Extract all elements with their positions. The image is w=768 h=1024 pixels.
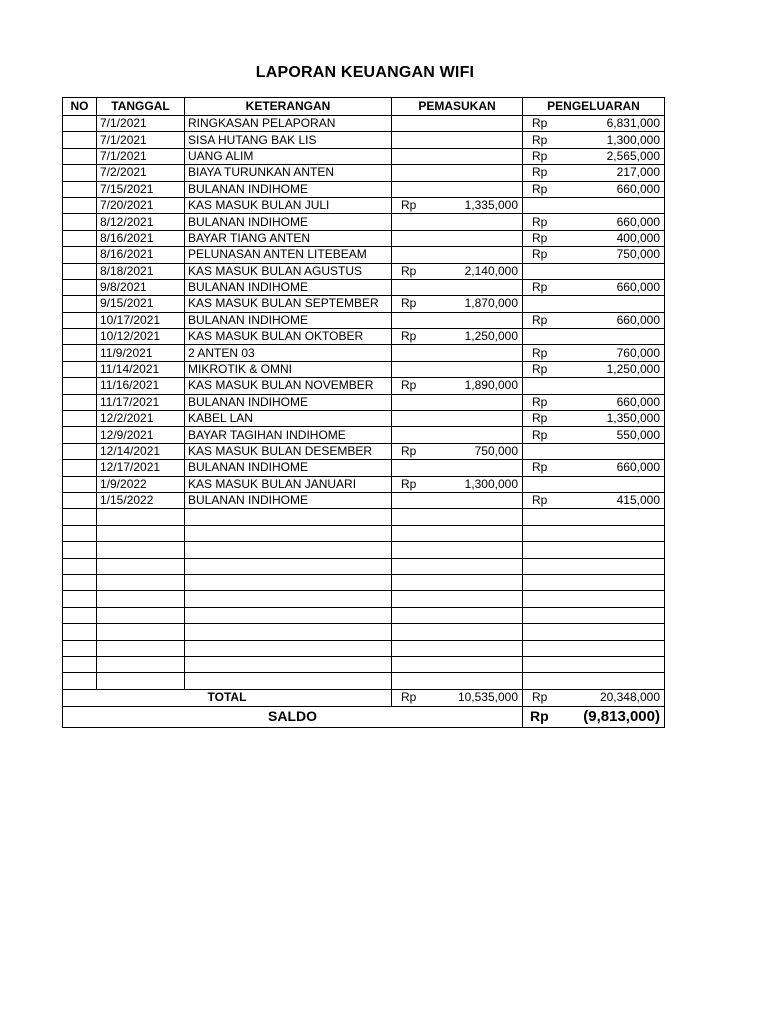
empty-cell [523, 591, 665, 607]
row-income [392, 394, 523, 410]
empty-cell [523, 542, 665, 558]
row-no [63, 312, 97, 328]
row-no [63, 181, 97, 197]
empty-row [63, 656, 665, 672]
row-expense-value: 6,831,000 [606, 116, 660, 131]
row-date: 12/14/2021 [97, 443, 185, 459]
currency-label: Rp [532, 460, 548, 475]
row-no [63, 148, 97, 164]
empty-cell [523, 673, 665, 689]
row-expense [523, 296, 665, 312]
table-row [63, 132, 665, 148]
row-expense [523, 329, 665, 345]
row-no [63, 361, 97, 377]
empty-cell [392, 558, 523, 574]
empty-cell [185, 525, 392, 541]
table-row [63, 411, 665, 427]
table-row [63, 148, 665, 164]
total-label: TOTAL [63, 689, 392, 706]
empty-cell [185, 607, 392, 623]
row-expense [523, 197, 665, 213]
header-pemasukan: PEMASUKAN [392, 98, 523, 116]
row-income-value: 1,250,000 [464, 329, 518, 344]
row-description: KAS MASUK BULAN JANUARI [185, 476, 392, 492]
row-description: BULANAN INDIHOME [185, 181, 392, 197]
empty-cell [63, 673, 97, 689]
empty-row [63, 640, 665, 656]
row-no [63, 263, 97, 279]
row-income [392, 378, 523, 394]
empty-cell [392, 673, 523, 689]
row-description: RINGKASAN PELAPORAN [185, 116, 392, 132]
row-description: BULANAN INDIHOME [185, 312, 392, 328]
table-row [63, 263, 665, 279]
saldo-amount [523, 706, 665, 727]
row-expense-value: 1,300,000 [606, 132, 660, 147]
row-no [63, 492, 97, 508]
row-description: BULANAN INDIHOME [185, 394, 392, 410]
row-no [63, 165, 97, 181]
empty-row [63, 509, 665, 525]
empty-cell [185, 591, 392, 607]
empty-cell [392, 542, 523, 558]
empty-cell [392, 509, 523, 525]
row-expense [523, 394, 665, 410]
table-row [63, 197, 665, 213]
row-expense-value: 750,000 [616, 247, 660, 262]
row-description: UANG ALIM [185, 148, 392, 164]
empty-cell [97, 607, 185, 623]
empty-cell [523, 624, 665, 640]
row-description: KABEL LAN [185, 411, 392, 427]
row-date: 8/18/2021 [97, 263, 185, 279]
row-no [63, 378, 97, 394]
row-expense [523, 116, 665, 132]
row-income [392, 181, 523, 197]
empty-cell [63, 525, 97, 541]
empty-cell [185, 624, 392, 640]
row-expense [523, 378, 665, 394]
row-date: 7/2/2021 [97, 165, 185, 181]
row-date: 8/16/2021 [97, 247, 185, 263]
empty-cell [185, 574, 392, 590]
row-date: 12/2/2021 [97, 411, 185, 427]
row-date: 11/16/2021 [97, 378, 185, 394]
empty-cell [63, 607, 97, 623]
currency-label: Rp [532, 427, 548, 442]
row-no [63, 394, 97, 410]
currency-label: Rp [401, 690, 417, 705]
empty-cell [63, 640, 97, 656]
empty-cell [63, 509, 97, 525]
row-date: 10/12/2021 [97, 329, 185, 345]
table-row [63, 361, 665, 377]
row-income [392, 263, 523, 279]
row-income-value: 2,140,000 [464, 263, 518, 278]
empty-cell [97, 591, 185, 607]
row-income-value: 1,890,000 [464, 378, 518, 393]
empty-cell [523, 509, 665, 525]
row-expense-value: 1,250,000 [606, 362, 660, 377]
row-description: BIAYA TURUNKAN ANTEN [185, 165, 392, 181]
empty-cell [63, 656, 97, 672]
row-expense [523, 345, 665, 361]
empty-cell [392, 656, 523, 672]
row-description: BULANAN INDIHOME [185, 460, 392, 476]
table-row [63, 312, 665, 328]
row-date: 7/20/2021 [97, 197, 185, 213]
row-expense [523, 361, 665, 377]
empty-cell [185, 542, 392, 558]
page-title: LAPORAN KEUANGAN WIFI [255, 64, 475, 81]
row-expense [523, 411, 665, 427]
table-row [63, 214, 665, 230]
empty-cell [97, 624, 185, 640]
row-income [392, 411, 523, 427]
empty-cell [523, 656, 665, 672]
currency-label: Rp [532, 148, 548, 163]
row-date: 12/17/2021 [97, 460, 185, 476]
currency-label: Rp [532, 362, 548, 377]
empty-cell [97, 542, 185, 558]
row-no [63, 443, 97, 459]
row-income [392, 279, 523, 295]
row-expense [523, 247, 665, 263]
empty-cell [97, 656, 185, 672]
empty-cell [63, 591, 97, 607]
currency-label: Rp [532, 247, 548, 262]
empty-cell [523, 558, 665, 574]
empty-cell [523, 607, 665, 623]
row-description: KAS MASUK BULAN OKTOBER [185, 329, 392, 345]
row-expense [523, 214, 665, 230]
table-row [63, 230, 665, 246]
currency-label: Rp [532, 165, 548, 180]
empty-cell [63, 558, 97, 574]
row-expense-value: 660,000 [616, 394, 660, 409]
currency-label: Rp [532, 312, 548, 327]
empty-cell [97, 640, 185, 656]
row-expense-value: 760,000 [616, 345, 660, 360]
row-no [63, 116, 97, 132]
row-expense-value: 660,000 [616, 181, 660, 196]
currency-label: Rp [401, 444, 417, 458]
table-row [63, 460, 665, 476]
currency-label: Rp [532, 116, 548, 131]
row-date: 8/12/2021 [97, 214, 185, 230]
row-date: 7/15/2021 [97, 181, 185, 197]
row-expense-value: 660,000 [616, 280, 660, 295]
empty-cell [392, 607, 523, 623]
row-expense [523, 279, 665, 295]
row-description: BULANAN INDIHOME [185, 492, 392, 508]
row-expense-value: 660,000 [616, 312, 660, 327]
empty-cell [523, 640, 665, 656]
row-expense-value: 660,000 [616, 460, 660, 475]
row-expense-value: 660,000 [616, 214, 660, 229]
currency-label: Rp [401, 296, 417, 311]
empty-cell [185, 656, 392, 672]
row-description: KAS MASUK BULAN JULI [185, 197, 392, 213]
table-row [63, 181, 665, 197]
currency-label: Rp [532, 690, 548, 705]
saldo-label: SALDO [63, 706, 523, 727]
currency-label: Rp [532, 345, 548, 360]
row-description: KAS MASUK BULAN SEPTEMBER [185, 296, 392, 312]
row-income [392, 361, 523, 377]
currency-label: Rp [401, 198, 417, 213]
empty-row [63, 607, 665, 623]
row-income [392, 460, 523, 476]
table-row [63, 329, 665, 345]
row-no [63, 460, 97, 476]
row-date: 7/1/2021 [97, 116, 185, 132]
row-expense [523, 460, 665, 476]
empty-cell [185, 673, 392, 689]
table-row [63, 296, 665, 312]
empty-cell [392, 624, 523, 640]
row-expense [523, 181, 665, 197]
row-expense-value: 400,000 [616, 230, 660, 245]
row-no [63, 411, 97, 427]
row-expense [523, 312, 665, 328]
empty-row [63, 673, 665, 689]
saldo-row [63, 706, 665, 727]
table-row [63, 427, 665, 443]
row-no [63, 279, 97, 295]
currency-label: Rp [532, 181, 548, 196]
row-income-value: 1,300,000 [464, 476, 518, 491]
row-income [392, 476, 523, 492]
currency-label: Rp [401, 263, 417, 278]
row-income-value: 1,870,000 [464, 296, 518, 311]
empty-cell [392, 525, 523, 541]
header-keterangan: KETERANGAN [185, 98, 392, 116]
empty-cell [523, 525, 665, 541]
row-no [63, 230, 97, 246]
row-description: KAS MASUK BULAN NOVEMBER [185, 378, 392, 394]
row-income [392, 492, 523, 508]
row-description: KAS MASUK BULAN AGUSTUS [185, 263, 392, 279]
row-income [392, 132, 523, 148]
currency-label: Rp [532, 394, 548, 409]
financial-report-table [62, 97, 665, 728]
row-no [63, 427, 97, 443]
row-expense-value: 415,000 [616, 493, 660, 508]
row-income [392, 427, 523, 443]
empty-row [63, 591, 665, 607]
row-income [392, 197, 523, 213]
row-expense [523, 427, 665, 443]
row-no [63, 247, 97, 263]
saldo-value: (9,813,000) [583, 708, 660, 726]
row-income-value: 1,335,000 [464, 198, 518, 213]
empty-cell [392, 591, 523, 607]
row-income [392, 116, 523, 132]
row-expense [523, 132, 665, 148]
row-income-value: 750,000 [474, 444, 518, 458]
empty-row [63, 558, 665, 574]
empty-row [63, 574, 665, 590]
row-expense [523, 443, 665, 459]
row-date: 9/15/2021 [97, 296, 185, 312]
header-tanggal: TANGGAL [97, 98, 185, 116]
table-row [63, 492, 665, 508]
row-no [63, 197, 97, 213]
row-income [392, 247, 523, 263]
table-row [63, 378, 665, 394]
row-income [392, 345, 523, 361]
row-description: BULANAN INDIHOME [185, 279, 392, 295]
row-date: 11/17/2021 [97, 394, 185, 410]
empty-cell [392, 574, 523, 590]
row-no [63, 476, 97, 492]
table-row [63, 247, 665, 263]
table-row [63, 394, 665, 410]
empty-cell [97, 574, 185, 590]
currency-label: Rp [532, 411, 548, 426]
row-income [392, 296, 523, 312]
total-expense-value: 20,348,000 [599, 690, 660, 705]
row-expense-value: 1,350,000 [606, 411, 660, 426]
empty-cell [97, 673, 185, 689]
empty-cell [63, 624, 97, 640]
currency-label: Rp [401, 329, 417, 344]
row-income [392, 230, 523, 246]
row-income [392, 329, 523, 345]
row-income [392, 165, 523, 181]
currency-label: Rp [532, 132, 548, 147]
row-date: 1/15/2022 [97, 492, 185, 508]
row-date: 9/8/2021 [97, 279, 185, 295]
row-expense-value: 2,565,000 [606, 148, 660, 163]
empty-cell [392, 640, 523, 656]
header-pengeluaran: PENGELUARAN [523, 98, 665, 116]
currency-label: Rp [401, 476, 417, 491]
row-no [63, 132, 97, 148]
empty-cell [185, 640, 392, 656]
row-expense [523, 148, 665, 164]
row-expense [523, 492, 665, 508]
total-income [392, 689, 523, 706]
row-date: 10/17/2021 [97, 312, 185, 328]
row-date: 7/1/2021 [97, 148, 185, 164]
currency-label: Rp [532, 280, 548, 295]
row-no [63, 214, 97, 230]
currency-label: Rp [532, 230, 548, 245]
empty-cell [185, 509, 392, 525]
row-description: BAYAR TAGIHAN INDIHOME [185, 427, 392, 443]
row-expense [523, 263, 665, 279]
row-income [392, 148, 523, 164]
total-expense [523, 689, 665, 706]
row-description: PELUNASAN ANTEN LITEBEAM [185, 247, 392, 263]
empty-cell [97, 509, 185, 525]
table-row [63, 345, 665, 361]
empty-row [63, 542, 665, 558]
currency-label: Rp [532, 493, 548, 508]
empty-cell [63, 574, 97, 590]
row-income [392, 312, 523, 328]
empty-cell [185, 558, 392, 574]
currency-label: Rp [530, 708, 549, 725]
row-description: SISA HUTANG BAK LIS [185, 132, 392, 148]
row-no [63, 345, 97, 361]
table-header-row [63, 98, 665, 116]
table-row [63, 443, 665, 459]
table-row [63, 476, 665, 492]
empty-row [63, 525, 665, 541]
row-description: MIKROTIK & OMNI [185, 361, 392, 377]
table-row [63, 279, 665, 295]
table-row [63, 165, 665, 181]
row-date: 8/16/2021 [97, 230, 185, 246]
row-date: 1/9/2022 [97, 476, 185, 492]
empty-cell [63, 542, 97, 558]
row-description: KAS MASUK BULAN DESEMBER [185, 443, 392, 459]
row-date: 11/9/2021 [97, 345, 185, 361]
currency-label: Rp [401, 378, 417, 393]
row-description: 2 ANTEN 03 [185, 345, 392, 361]
row-no [63, 329, 97, 345]
empty-cell [97, 558, 185, 574]
total-row [63, 689, 665, 706]
row-date: 11/14/2021 [97, 361, 185, 377]
row-income [392, 214, 523, 230]
row-expense [523, 230, 665, 246]
empty-cell [97, 525, 185, 541]
row-description: BAYAR TIANG ANTEN [185, 230, 392, 246]
row-expense-value: 217,000 [616, 165, 660, 180]
row-expense [523, 476, 665, 492]
row-date: 12/9/2021 [97, 427, 185, 443]
empty-cell [523, 574, 665, 590]
row-no [63, 296, 97, 312]
header-no: NO [63, 98, 97, 116]
table-row [63, 116, 665, 132]
empty-row [63, 624, 665, 640]
table-body [63, 116, 665, 690]
row-date: 7/1/2021 [97, 132, 185, 148]
currency-label: Rp [532, 214, 548, 229]
total-income-value: 10,535,000 [457, 690, 518, 705]
row-income [392, 443, 523, 459]
row-expense-value: 550,000 [616, 427, 660, 442]
row-expense [523, 165, 665, 181]
row-description: BULANAN INDIHOME [185, 214, 392, 230]
